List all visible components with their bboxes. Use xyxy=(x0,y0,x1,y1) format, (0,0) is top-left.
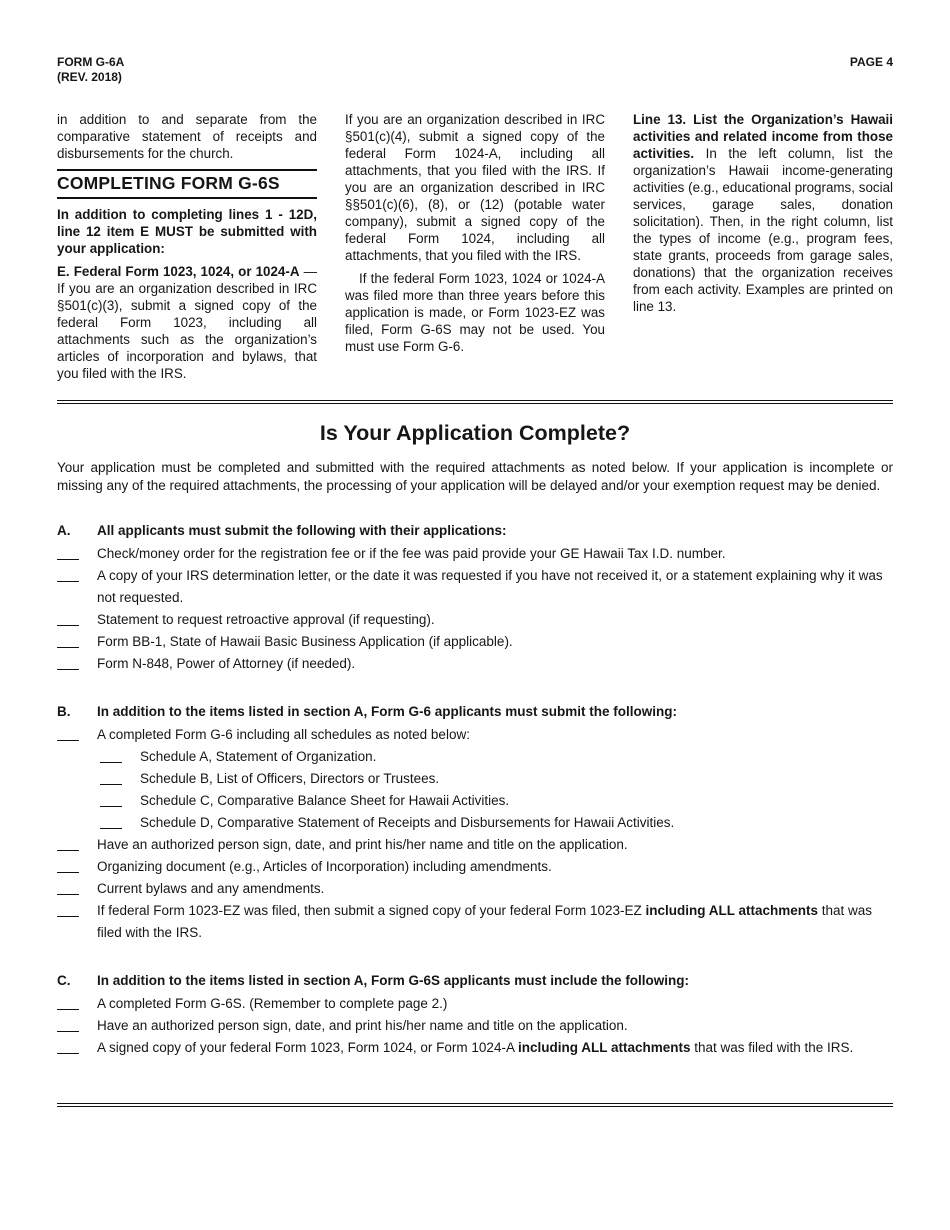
checklist-subitem xyxy=(100,812,893,834)
checklist-item-text xyxy=(97,609,893,631)
section-label: B. xyxy=(57,704,71,719)
line13-body: In the left column, list the organization’s Hawaii income-generating activities (e.g., educational programs, social services, garage sales, donation solicitation). Then, in the right column, list the types of income (e.g., program fees, state grants, proceeds from garage sales, donations) that the organization receives from each activity. Examples are printed on line 13. xyxy=(633,146,893,314)
checklist-item-text xyxy=(97,565,893,609)
section-a-heading xyxy=(57,520,893,542)
checklist-item-text xyxy=(97,878,893,900)
item-text-segment: A completed Form G-6 including all schedules as noted below: xyxy=(97,727,470,742)
paragraph-line12-requirement: In addition to completing lines 1 - 12D, line 12 item E MUST be submitted with your application: xyxy=(57,207,317,256)
item-text-segment: Schedule A, Statement of Organization. xyxy=(140,749,377,764)
item-text-segment: that was filed with the IRS. xyxy=(690,1040,854,1055)
item-e-body: — If you are an organization described in IRC §501(c)(3), submit a signed copy of the federal Form 1023, including all attachments such as the organization’s articles of incorporation and bylaws, that you filed with the IRS. xyxy=(57,264,317,381)
instructions-columns xyxy=(57,111,893,388)
item-text-segment: Statement to request retroactive approval (if requesting). xyxy=(97,612,435,627)
column-1 xyxy=(57,111,317,388)
checklist-item xyxy=(57,609,893,631)
form-id: FORM G-6A xyxy=(57,55,125,69)
checklist-item xyxy=(57,631,893,653)
check-blank xyxy=(100,746,122,763)
item-text-segment: Organizing document (e.g., Articles of Incorporation) including amendments. xyxy=(97,859,552,874)
checklist-item-text xyxy=(97,834,893,856)
section-a-items xyxy=(57,543,893,675)
checklist-item-text xyxy=(140,768,893,790)
check-blank xyxy=(57,1037,79,1054)
item-text-bold: including ALL attachments xyxy=(517,1040,691,1055)
section-title: In addition to the items listed in section A, Form G-6S applicants must include the following: xyxy=(97,973,690,988)
item-text-segment: Form N-848, Power of Attorney (if needed). xyxy=(97,656,356,671)
check-blank xyxy=(57,609,79,626)
checklist-subitem xyxy=(100,790,893,812)
form-identifier-block xyxy=(57,55,124,85)
checklist-item-text xyxy=(97,900,893,944)
item-text-segment: Form BB-1, State of Hawaii Basic Business Application (if applicable). xyxy=(97,634,513,649)
check-blank xyxy=(57,856,79,873)
section-b-items xyxy=(57,724,893,944)
item-text-segment: Schedule B, List of Officers, Directors or Trustees. xyxy=(140,771,440,786)
check-blank xyxy=(57,993,79,1010)
section-label: A. xyxy=(57,523,71,538)
item-text-segment: A completed Form G-6S. (Remember to complete page 2.) xyxy=(97,996,448,1011)
checklist-item xyxy=(57,856,893,878)
checklist-item-text xyxy=(97,543,893,565)
checklist-item-text xyxy=(97,856,893,878)
section-c-heading xyxy=(57,970,893,992)
checklist-item-text xyxy=(97,1037,893,1059)
line13-lead-bold: Line 13. List the Organization’s Hawaii activities and related income from those activities. xyxy=(633,112,893,161)
form-revision: (REV. 2018) xyxy=(57,70,122,84)
section-b xyxy=(57,701,893,944)
check-blank xyxy=(57,724,79,741)
checklist-item xyxy=(57,1037,893,1059)
checklist-item-text xyxy=(140,790,893,812)
item-text-segment: Have an authorized person sign, date, and print his/her name and title on the application. xyxy=(97,1018,628,1033)
checklist-item-text xyxy=(97,631,893,653)
checklist-item xyxy=(57,878,893,900)
checklist-item xyxy=(57,565,893,609)
checklist-item xyxy=(57,543,893,565)
item-text-segment: Have an authorized person sign, date, and print his/her name and title on the application. xyxy=(97,837,628,852)
checklist-item xyxy=(57,1015,893,1037)
section-label: C. xyxy=(57,973,71,988)
item-text-segment: Current bylaws and any amendments. xyxy=(97,881,325,896)
item-text-segment: that was filed with the IRS. xyxy=(97,903,873,940)
item-text-segment: Schedule C, Comparative Balance Sheet for Hawaii Activities. xyxy=(140,793,510,808)
checklist-item xyxy=(57,993,893,1015)
check-blank xyxy=(57,565,79,582)
item-text-segment: A signed copy of your federal Form 1023, Form 1024, or Form 1024-A xyxy=(97,1040,518,1055)
check-blank xyxy=(57,1015,79,1032)
item-text-segment: Schedule D, Comparative Statement of Receipts and Disbursements for Hawaii Activities. xyxy=(140,815,675,830)
check-blank xyxy=(57,631,79,648)
item-text-segment: A copy of your IRS determination letter, or the date it was requested if you have not received it, or a statement explaining why it was not requested. xyxy=(97,568,883,605)
check-blank xyxy=(57,900,79,917)
section-b-heading xyxy=(57,701,893,723)
section-title: All applicants must submit the following with their applications: xyxy=(97,523,507,538)
column-2 xyxy=(345,111,605,388)
checklist-item xyxy=(57,653,893,675)
page-number: PAGE 4 xyxy=(849,55,893,69)
checklist-item xyxy=(57,834,893,856)
section-c xyxy=(57,970,893,1059)
checklist-item-text xyxy=(140,746,893,768)
section-divider-top xyxy=(57,400,893,404)
check-blank xyxy=(100,812,122,829)
section-title: In addition to the items listed in section A, Form G-6 applicants must submit the following: xyxy=(97,704,678,719)
check-blank xyxy=(57,653,79,670)
item-text-segment: If federal Form 1023-EZ was filed, then submit a signed copy of your federal Form 1023-EZ xyxy=(97,903,646,918)
item-text-bold: including ALL attachments xyxy=(645,903,819,918)
paragraph-church-continuation: in addition to and separate from the comparative statement of receipts and disbursements for the church. xyxy=(57,112,317,161)
checklist-item-text xyxy=(97,724,893,746)
column-3 xyxy=(633,111,893,388)
item-text-segment: Check/money order for the registration fee or if the fee was paid provide your GE Hawaii Tax I.D. number. xyxy=(97,546,726,561)
checklist-item-text xyxy=(97,653,893,675)
page-title: Is Your Application Complete? xyxy=(319,421,631,445)
paragraph-501c4: If you are an organization described in IRC §501(c)(4), submit a signed copy of the federal Form 1024-A, including all attachments, that you filed with the IRS. If you are an organization described in IRC §§501(c)(6), (8), or (12) (potable water company), submit a signed copy of the federal Form 1024, including all attachments, that you filed with the IRS. xyxy=(345,112,605,263)
section-a xyxy=(57,520,893,675)
check-blank xyxy=(100,768,122,785)
check-blank xyxy=(57,834,79,851)
checklist-item-text xyxy=(140,812,893,834)
paragraph-line13 xyxy=(633,111,893,315)
checklist-item xyxy=(57,900,893,944)
checklist-subitem xyxy=(100,768,893,790)
paragraph-three-years: If the federal Form 1023, 1024 or 1024-A was filed more than three years before this application is made, or Form 1023-EZ was filed, Form G-6S may not be used. You must use Form G-6. xyxy=(345,271,605,354)
intro-paragraph: Your application must be completed and submitted with the required attachments as noted below. If your application is incomplete or missing any of the required attachments, the processing of your application will be delayed and/or your exemption request may be denied. xyxy=(57,460,893,493)
section-divider-bottom xyxy=(57,1103,893,1107)
checklist-item-text xyxy=(97,993,893,1015)
check-blank xyxy=(100,790,122,807)
checklist-subitem xyxy=(100,746,893,768)
paragraph-item-e xyxy=(57,263,317,382)
checklist-item-text xyxy=(97,1015,893,1037)
check-blank xyxy=(57,878,79,895)
section-c-items xyxy=(57,993,893,1059)
item-e-lead-bold: E. Federal Form 1023, 1024, or 1024-A xyxy=(57,264,300,279)
checklist-item xyxy=(57,724,893,746)
heading-completing-form-g6s: COMPLETING FORM G-6S xyxy=(57,169,317,199)
check-blank xyxy=(57,543,79,560)
document-header xyxy=(57,55,893,85)
